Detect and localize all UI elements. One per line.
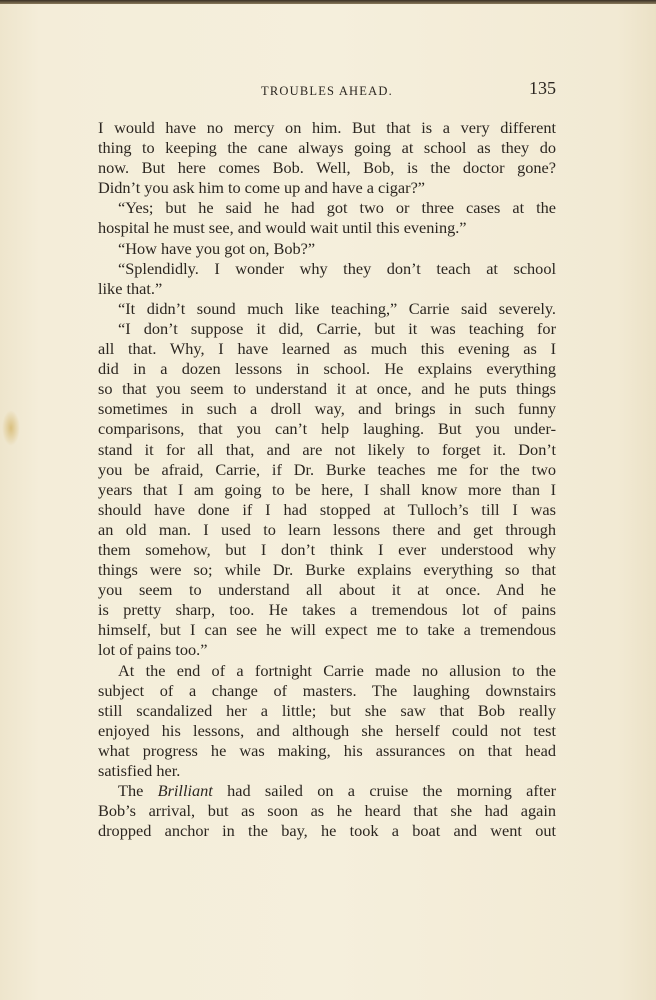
text-line: hospital he must see, and would wait until this evening.” bbox=[98, 218, 467, 238]
text-fragment: The bbox=[118, 781, 158, 801]
text-line: sometimes in such a droll way, and brings in such funny bbox=[98, 399, 556, 419]
text-line: dropped anchor in the bay, he took a boat and went out bbox=[98, 821, 556, 841]
text-line: “It didn’t sound much like teaching,” Carrie said severely. bbox=[118, 298, 556, 318]
text-line: satisfied her. bbox=[98, 761, 181, 780]
text-line: an old man. I used to learn lessons there and get through bbox=[98, 519, 556, 539]
text-line: you be afraid, Carrie, if Dr. Burke teaches me for the two bbox=[98, 459, 556, 479]
text-line: like that.” bbox=[98, 278, 163, 298]
text-line: “I don’t suppose it did, Carrie, but it was teaching for bbox=[118, 318, 556, 338]
text-line: is pretty sharp, too. He takes a tremendous lot of pains bbox=[98, 600, 556, 620]
text-line: you seem to understand all about it at once. And he bbox=[98, 580, 556, 600]
text-line: still scandalized her a little; but she saw that Bob really bbox=[98, 700, 556, 720]
running-title: TROUBLES AHEAD. bbox=[261, 84, 393, 98]
text-line: things were so; while Dr. Burke explains everything so that bbox=[98, 560, 556, 580]
text-line: did in a dozen lessons in school. He explains everything bbox=[98, 359, 556, 379]
page-number: 135 bbox=[529, 78, 556, 98]
text-line: all that. Why, I have learned as much this evening as I bbox=[98, 339, 556, 359]
text-line: them somehow, but I don’t think I ever understood why bbox=[98, 539, 556, 559]
page-top-edge bbox=[0, 0, 656, 4]
text-fragment: had sailed on a cruise the morning after bbox=[212, 781, 556, 801]
text-line: “How have you got on, Bob?” bbox=[118, 238, 316, 258]
text-line: I would have no mercy on him. But that is a very different bbox=[98, 118, 556, 137]
paper-stain bbox=[2, 410, 20, 446]
text-line: Bob’s arrival, but as soon as he heard that she had again bbox=[98, 801, 556, 821]
page-header bbox=[98, 78, 556, 104]
text-line: “Splendidly. I wonder why they don’t teach at school bbox=[118, 258, 556, 278]
text-line: “Yes; but he said he had got two or three cases at the bbox=[118, 198, 556, 218]
text-line: enjoyed his lessons, and although she herself could not test bbox=[98, 720, 556, 740]
text-line: now. But here comes Bob. Well, Bob, is the doctor gone? bbox=[98, 158, 556, 178]
text-line: what progress he was making, his assurances on that head bbox=[98, 740, 556, 760]
ship-name: Brilliant bbox=[157, 781, 213, 801]
text-line: years that I am going to be here, I shall know more than I bbox=[98, 479, 556, 499]
text-line: thing to keeping the cane always going at school as they do bbox=[98, 138, 556, 158]
text-line: subject of a change of masters. The laughing downstairs bbox=[98, 680, 556, 700]
body-text bbox=[98, 118, 556, 841]
text-line: comparisons, that you can’t help laughing. But you under- bbox=[98, 419, 556, 439]
text-line: stand it for all that, and are not likely to forget it. Don’t bbox=[98, 439, 556, 459]
text-line: Didn’t you ask him to come up and have a cigar?” bbox=[98, 178, 426, 198]
text-line: At the end of a fortnight Carrie made no allusion to the bbox=[118, 660, 556, 680]
text-line: lot of pains too.” bbox=[98, 640, 208, 660]
text-line: should have done if I had stopped at Tulloch’s till I was bbox=[98, 499, 556, 519]
text-line: so that you seem to understand it at once, and he puts things bbox=[98, 379, 556, 399]
text-line: himself, but I can see he will expect me to take a tremendous bbox=[98, 620, 556, 640]
text-line bbox=[98, 781, 556, 801]
